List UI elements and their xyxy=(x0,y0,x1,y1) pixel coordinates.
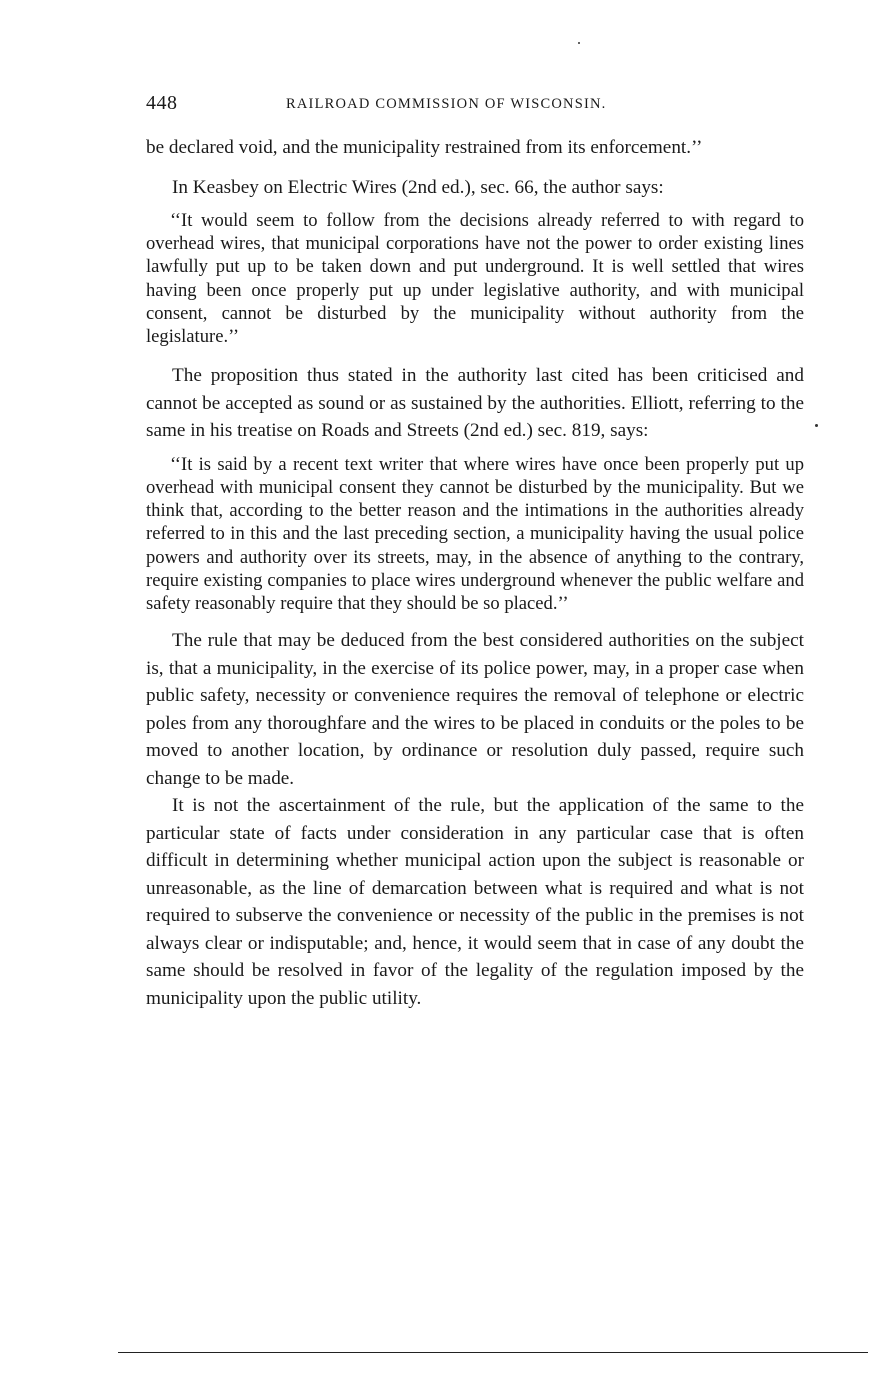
page-header xyxy=(146,92,804,120)
page-number: 448 xyxy=(146,92,178,114)
running-head: RAILROAD COMMISSION OF WISCONSIN. xyxy=(286,96,607,112)
paragraph-rule: The rule that may be deduced from the best considered authorities on the subject is, that a municipality, in the exercise of its police power, may, in a proper case when public safety, necessity or convenience requires the removal of telephone or electric poles from any thoroughfare and the wires to be placed in conduits or the poles to be moved to another location, by ordinance or resolution duly passed, require such change to be made. xyxy=(146,630,804,789)
quote-keasbey: ‘‘It would seem to follow from the decisions already referred to with regard to overhead wires, that municipal corporations have not the power to order existing lines lawfully put up to be taken down and put underground. It is well settled that wires having been once properly put up under legislative authority, and with municipal consent, cannot be disturbed by the municipality without authority from the legislature.’’ xyxy=(146,210,804,348)
quote-elliott: ‘‘It is said by a recent text writer that where wires have once been properly put up overhead with municipal consent they cannot be disturbed by the municipality. But we think that, according to the better reason and the intimations in the authorities already referred to in this and the last preceding section, a municipality having the usual police powers and authority over its streets, may, in the absence of anything to the contrary, require existing companies to place wires underground whenever the public welfare and safety reasonably require that they should be so placed.’’ xyxy=(146,453,804,614)
ink-speck xyxy=(815,424,818,427)
bottom-rule xyxy=(118,1352,868,1353)
ink-speck xyxy=(578,42,580,44)
paragraph-keasbey-intro: In Keasbey on Electric Wires (2nd ed.), sec. 66, the author says: xyxy=(172,176,664,198)
paragraph-continuation: be declared void, and the municipality restrained from its enforcement.’’ xyxy=(146,137,703,158)
paragraph-proposition: The proposition thus stated in the authority last cited has been criticised and cannot be accepted as sound or as sustained by the authorities. Elliott, referring to the same in his treatise on Roads and Streets (2nd ed.) sec. 819, says: xyxy=(146,365,804,442)
page-content xyxy=(146,92,804,1012)
paragraph-application: It is not the ascertainment of the rule, but the application of the same to the particular state of facts under consideration in any particular case that is often difficult in determining whether municipal action upon the subject is reasonable or unreasonable, as the line of demarcation between what is required and what is not required to subserve the convenience or necessity of the public in the premises is not always clear or indisputable; and, hence, it would seem that in case of any doubt the same should be resolved in favor of the legality of the regulation imposed by the municipality upon the public utility. xyxy=(146,795,804,1009)
